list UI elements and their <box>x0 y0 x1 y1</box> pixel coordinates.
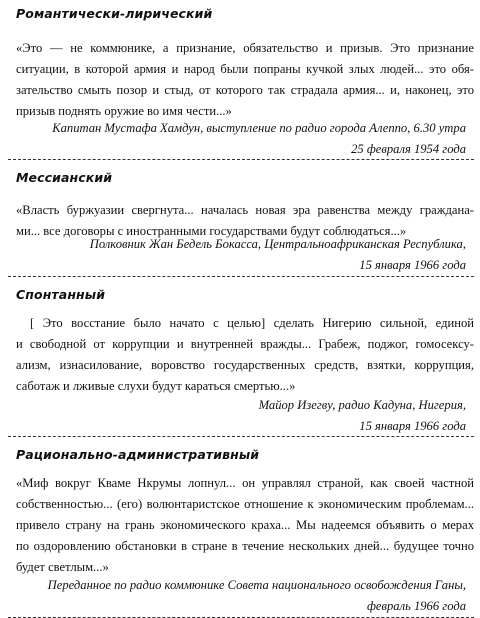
attribution-line: Майор Изегву, радио Кадуна, Нигерия, <box>258 398 466 412</box>
attribution <box>259 395 466 437</box>
quote-text <box>16 38 474 122</box>
quote-line: и свободной от коррупции и внутренней вражды... Грабеж, поджог, гомосексу- <box>16 337 474 351</box>
quote-line: «Это — не коммюнике, а признание, обязательство и призыв. Это признание <box>16 41 474 55</box>
quote-line: саботаж и лживые слухи будут караться смертью...» <box>16 379 296 393</box>
section-heading: Спонтанный <box>16 287 106 302</box>
attribution <box>48 575 466 617</box>
section-heading: Мессианский <box>16 170 113 185</box>
attribution <box>90 234 466 276</box>
section-rational-administrative <box>8 439 474 618</box>
section-divider <box>8 159 474 160</box>
section-messianic <box>8 162 474 277</box>
quote-line: зательство смыть позор и стыд, от которого так страдала армия... и, наконец, это <box>16 83 474 97</box>
attribution-line: Капитан Мустафа Хамдун, выступление по радио города Алеппо, 6.30 утра <box>52 121 466 135</box>
attribution-line: Переданное по радио коммюнике Совета национального освобождения Ганы, <box>47 578 466 592</box>
section-heading: Романтически-лирический <box>16 6 213 21</box>
quote-line: ализм, изнасилование, воровство государственных средств, взятки, коррупция, <box>16 358 474 372</box>
attribution-line: февраль 1966 года <box>366 599 466 613</box>
section-spontaneous <box>8 279 474 437</box>
quote-line: по оздоровлению обстановки в стране в течение нескольких дней... будущее точно <box>16 539 474 553</box>
section-divider <box>8 276 474 277</box>
quote-line: [ Это восстание было начато с целью] сделать Нигерию сильной, единой <box>30 316 474 330</box>
quote-line: привело страну на грань экономического краха... Мы надеемся объявить о мерах <box>16 518 474 532</box>
attribution-line: Полковник Жан Бедель Бокасса, Центральноафриканская Республика, <box>89 237 466 251</box>
attribution-line: 15 января 1966 года <box>359 258 466 272</box>
attribution-line: 25 февраля 1954 года <box>351 142 466 156</box>
section-divider <box>8 436 474 437</box>
quote-text <box>16 473 474 578</box>
quote-line: будет светлым...» <box>16 560 109 574</box>
quote-line: собственностью... (его) волюнтаристское отношение к экономическим проблемам... <box>16 497 474 511</box>
quote-line: «Миф вокруг Кваме Нкрумы лопнул... он управлял страной, как своей частной <box>16 476 474 490</box>
attribution <box>52 118 466 160</box>
section-romantic-lyrical <box>8 0 474 160</box>
quote-line: ситуации, в которой армия и народ были попраны кучкой злых людей... это обя- <box>16 62 474 76</box>
section-heading: Рационально-административный <box>16 447 260 462</box>
quote-line: «Власть буржуазии свергнута... началась новая эра равенства между граждана- <box>16 203 474 217</box>
quote-line: призыв поднять оружие во имя чести...» <box>16 104 232 118</box>
attribution-line: 15 января 1966 года <box>359 419 466 433</box>
quote-line: ми... все договоры с иностранными государствами будут соблюдаться...» <box>16 224 407 238</box>
quote-text <box>16 313 474 397</box>
